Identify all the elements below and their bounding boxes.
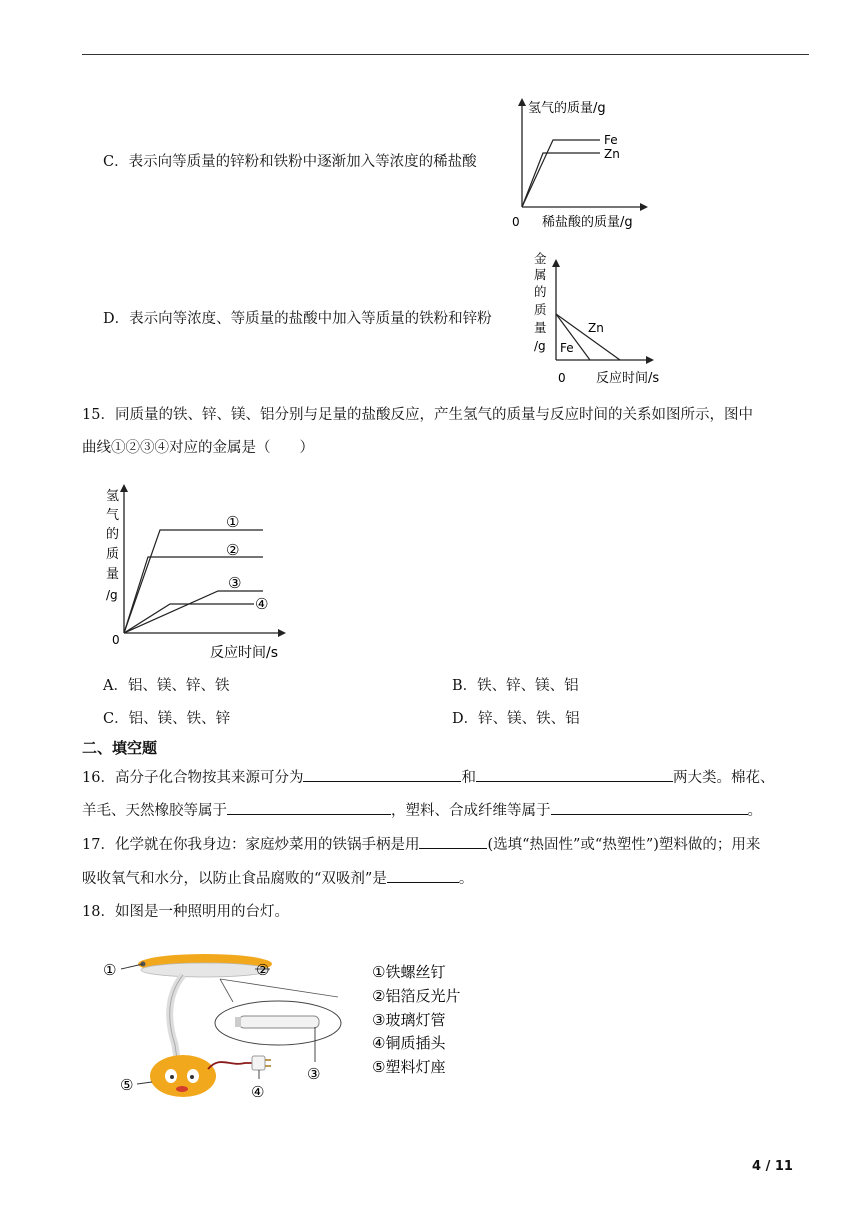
graph-d-ylabel-2: 属: [534, 267, 547, 282]
graph-d-ylabel-1: 金: [534, 251, 547, 266]
leader-1: [121, 964, 143, 969]
graph-d: [530, 248, 670, 388]
graph-q15-ylabel-6: /g: [106, 588, 118, 602]
graph-d-label-fe: Fe: [560, 341, 574, 355]
graph-c-label-fe: Fe: [604, 133, 618, 147]
q16-line2: [82, 800, 762, 821]
q16-text-4: 羊毛、天然橡胶等属于: [82, 803, 227, 819]
graph-d-y-arrow: [552, 259, 560, 267]
graph-d-ylabel-4: 质: [534, 302, 547, 317]
lamp-legend-5: ⑤塑料灯座: [372, 1058, 446, 1076]
graph-d-x-arrow: [646, 356, 654, 364]
graph-q15-y-arrow: [120, 484, 128, 492]
graph-d-ylabel-5: 量: [534, 320, 547, 335]
q16-text-2: 和: [461, 770, 476, 786]
q16-text-3: 两大类。棉花、: [672, 770, 775, 786]
graph-q15-xlabel: 反应时间/s: [210, 645, 279, 661]
q16-text-5: ，塑料、合成纤维等属于: [391, 803, 551, 819]
q16-blank-4[interactable]: [551, 800, 748, 815]
q15-option-a[interactable]: A．铝、镁、锌、铁: [103, 678, 230, 694]
q16-line1: [82, 767, 774, 788]
lamp-base-mouth: [176, 1086, 188, 1092]
graph-c-label-zn: Zn: [604, 147, 620, 161]
inset-guide-2: [220, 979, 338, 997]
q15-option-b[interactable]: B．铁、锌、镁、铝: [452, 678, 579, 694]
graph-q15-curve-3: [124, 591, 263, 633]
graph-d-ylabel-6: /g: [534, 339, 546, 353]
q16-text-6: 。: [747, 803, 762, 819]
q17-line1: [82, 834, 760, 855]
q15-text-line1: 15．同质量的铁、锌、镁、铝分别与足量的盐酸反应，产生氢气的质量与反应时间的关系如图所示，图中: [82, 407, 753, 423]
lamp-legend-2: ②铝箔反光片: [372, 987, 461, 1005]
graph-q15-x-arrow: [278, 629, 286, 637]
graph-c-origin: 0: [512, 215, 520, 229]
q17-line2: [82, 868, 473, 889]
lamp-marker-1: ①: [103, 961, 117, 979]
glass-tube: [239, 1016, 319, 1028]
q15-text-line2: 曲线①②③④对应的金属是（ ）: [82, 440, 314, 456]
q14-option-d: D．表示向等浓度、等质量的盐酸中加入等质量的铁粉和锌粉: [103, 311, 492, 327]
graph-c-x-arrow: [640, 203, 648, 211]
graph-q15-curve-label-3: ③: [228, 574, 242, 592]
graph-c: [508, 95, 658, 233]
lamp-marker-3: ③: [307, 1065, 321, 1083]
graph-q15-ylabel-5: 量: [106, 567, 120, 582]
graph-q15-ylabel-2: 气: [106, 508, 120, 523]
graph-c-xlabel: 稀盐酸的质量/g: [542, 215, 633, 230]
graph-d-ylabel-3: 的: [534, 284, 547, 299]
q17-text-1: 17．化学就在你我身边：家庭炒菜用的铁锅手柄是用: [82, 837, 420, 853]
lamp-base-pupil-right: [190, 1075, 194, 1079]
graph-q15-curve-label-4: ④: [255, 595, 269, 613]
lamp-base-pupil-left: [170, 1075, 174, 1079]
graph-q15-ylabel-4: 质: [106, 547, 120, 562]
power-wire: [208, 1062, 253, 1069]
power-plug: [252, 1056, 265, 1070]
q17-text-4: 。: [458, 871, 474, 887]
graph-c-curve-zn: [522, 153, 600, 207]
graph-q15-curve-label-1: ①: [226, 513, 240, 531]
lamp-marker-2: ②: [256, 961, 270, 979]
q17-text-3: 吸收氧气和水分，以防止食品腐败的“双吸剂”是: [82, 871, 387, 887]
q16-blank-2[interactable]: [476, 767, 673, 782]
desk-lamp-figure: [95, 945, 485, 1105]
graph-d-label-zn: Zn: [588, 321, 604, 335]
graph-q15-curve-1: [124, 530, 263, 633]
inset-guide-1: [220, 979, 233, 1002]
q18-text: 18．如图是一种照明用的台灯。: [82, 904, 289, 920]
graph-c-ylabel: 氢气的质量/g: [528, 101, 606, 116]
graph-q15-curve-4: [124, 604, 254, 633]
graph-q15-origin: 0: [112, 633, 120, 647]
lamp-legend-1: ①铁螺丝钉: [372, 963, 446, 981]
graph-q15-curve-2: [124, 557, 263, 633]
glass-tube-cap: [235, 1017, 241, 1027]
lamp-legend-4: ④铜质插头: [372, 1034, 446, 1052]
graph-q15-ylabel-3: 的: [106, 527, 120, 542]
lamp-shade-reflector: [141, 963, 269, 977]
q15-option-d[interactable]: D．锌、镁、铁、铝: [452, 711, 580, 727]
q17-blank-1[interactable]: [419, 834, 487, 849]
leader-5: [137, 1082, 152, 1084]
q15-option-c[interactable]: C．铝、镁、铁、锌: [103, 711, 231, 727]
q17-blank-2[interactable]: [387, 868, 459, 883]
q14-option-c: C．表示向等质量的锌粉和铁粉中逐渐加入等浓度的稀盐酸: [103, 154, 477, 170]
lamp-marker-5: ⑤: [120, 1076, 134, 1094]
q17-text-2: (选填“热固性”或“热塑性”)塑料做的；用来: [487, 837, 761, 853]
lamp-marker-4: ④: [251, 1083, 265, 1101]
page-number: 4 / 11: [752, 1159, 793, 1174]
graph-d-origin: 0: [558, 371, 566, 385]
graph-d-xlabel: 反应时间/s: [596, 371, 660, 386]
header-rule: [82, 54, 809, 55]
q16-text-1: 16．高分子化合物按其来源可分为: [82, 770, 304, 786]
q16-blank-1[interactable]: [303, 767, 461, 782]
q16-blank-3[interactable]: [227, 800, 391, 815]
graph-q15-ylabel-1: 氢: [106, 489, 120, 504]
graph-c-curve-fe: [522, 140, 600, 207]
graph-q15-curve-label-2: ②: [226, 541, 240, 559]
lamp-legend-3: ③玻璃灯管: [372, 1011, 446, 1029]
graph-q15: [100, 470, 290, 665]
section-heading: 二、填空题: [82, 739, 158, 757]
graph-c-y-arrow: [518, 98, 526, 106]
